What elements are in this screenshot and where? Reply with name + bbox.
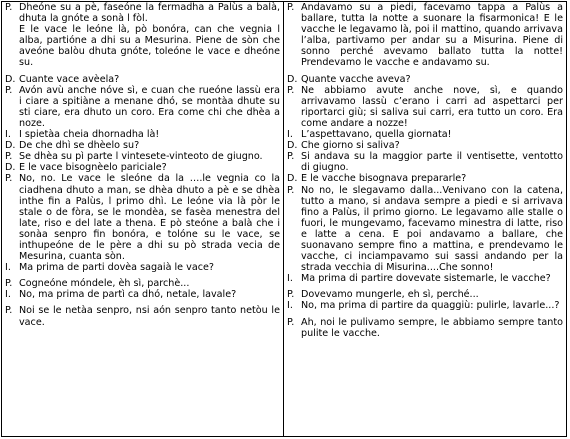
dialogue-text: Noi se le netàa senpro, nsi aón senpro tanto netòu le vace. <box>19 305 280 328</box>
speaker-label: I. <box>5 129 11 141</box>
dialogue-text: Dovevamo mungerle, eh sì, perché... <box>301 289 479 301</box>
speaker-label: P. <box>5 84 13 96</box>
speaker-label: D. <box>287 140 298 152</box>
speaker-label: D. <box>287 73 298 85</box>
dialogue-table <box>1 1 567 437</box>
dialogue-line <box>287 317 563 339</box>
dialogue-text: Se dhèa su pì parte l vintesete-vinteoto de giugno. <box>19 151 263 163</box>
dialogue-line <box>287 173 563 184</box>
dialogue-line <box>5 289 280 300</box>
dialogue-line <box>287 151 563 173</box>
dialogue-text: Ah, noi le pulivamo sempre, le abbiamo sempre tanto pulite le vacche. <box>301 316 563 339</box>
dialogue-text: Ne abbiamo avute anche nove, sì, e quando arrivavamo lassù c’erano i carri ad aspettarci per riportarci giù; si saliva sui carri, era tutto un coro. Era come andare a nozze! <box>301 84 563 129</box>
dialogue-text: No, no. Le vace le sleóne da la ….le vegnia co la ciadhena dhuto a man, se dhèa dhuto a pè e se dhèa inthe fin a Palùs, l primo dhì. Le leóne via là pòr le stale o de fòra, se le mondèa, se fasèa menestra del late, riso e del late a thena. E pò steóne a balà che i sonàa senpro fin bonóra, e tolóne su le vace, se inthupeóne de le père a dhi su pò strada vecia de Mesurina, cuanta sòn. <box>19 173 280 263</box>
italian-column <box>284 2 566 436</box>
dialogue-text: Cogneóne móndele, èh sì, parchè... <box>19 278 190 290</box>
dialogue-line <box>287 74 563 85</box>
speaker-label: I. <box>5 289 11 301</box>
speaker-label: P. <box>287 289 295 301</box>
dialogue-line <box>287 85 563 129</box>
dialogue-text: Che giorno si saliva? <box>301 140 400 152</box>
dialogue-text: Andavamo su a piedi, facevamo tappa a Palùs a ballare, tutta la notte a suonare la fisarmonica! E le vacche le legavamo là, poi il mattino, quando arrivava l’alba, partivamo per andar su a Misurina. Piene di sonno perché avevamo ballato tutta la notte! Prendevamo le vacche e andavamo su. <box>301 2 563 69</box>
dialogue-line <box>5 262 280 273</box>
dialogue-text: Si andava su la maggior parte il ventisette, ventotto di giugno. <box>301 151 563 174</box>
speaker-label: P. <box>5 305 13 317</box>
dialogue-line <box>287 289 563 300</box>
speaker-label: P. <box>5 2 13 13</box>
speaker-label: D. <box>5 162 16 174</box>
dialogue-text: No, ma prima di partire da quaggiù: pulirle, lavarle...? <box>301 300 560 312</box>
speaker-label: I. <box>5 262 11 274</box>
dialogue-text: E le vace bisognèelo pariciale? <box>19 162 167 174</box>
dialogue-line <box>5 2 280 69</box>
speaker-label: P. <box>287 2 295 13</box>
dialogue-text: I spietàa cheia dhornadha là! <box>19 129 160 141</box>
dialogue-line <box>287 273 563 284</box>
speaker-label: I. <box>287 300 293 312</box>
dialogue-line <box>5 151 280 162</box>
speaker-label: P. <box>5 151 13 163</box>
dialogue-line <box>287 2 563 69</box>
speaker-label: P. <box>5 173 13 185</box>
dialogue-line <box>287 185 563 274</box>
dialogue-line <box>287 140 563 151</box>
dialect-column <box>2 2 284 436</box>
dialogue-line <box>287 300 563 311</box>
dialogue-text: Dheóne su a pè, faseóne la fermadha a Palùs a balà, dhuta la gnóte a sonà l fòl. E le vace le leóne là, pò bonóra, can che vegnia l alba, partióne a dhi su a Mesurina. Piene de sòn che aveóne balòu dhuta gnóte, toleóne le vace e dheóne su. <box>19 2 280 69</box>
dialogue-text: De che dhì se dhèelo su? <box>19 140 140 152</box>
speaker-label: P. <box>5 278 13 290</box>
speaker-label: I. <box>287 129 293 141</box>
speaker-label: P. <box>287 316 295 328</box>
dialogue-line <box>5 74 280 85</box>
dialogue-line <box>287 129 563 140</box>
speaker-label: I. <box>287 273 293 285</box>
dialogue-line <box>5 305 280 327</box>
dialogue-line <box>5 129 280 140</box>
dialogue-text: L’aspettavano, quella giornata! <box>301 129 452 141</box>
dialogue-text: E le vacche bisognava prepararle? <box>301 173 467 185</box>
dialogue-text: No, ma prima de partì ca dhó, netale, lavale? <box>19 289 237 301</box>
speaker-label: P. <box>287 184 295 196</box>
speaker-label: P. <box>287 84 295 96</box>
speaker-label: D. <box>287 173 298 185</box>
dialogue-text: Quante vacche aveva? <box>301 73 411 85</box>
dialogue-text: Avón avù anche nóve sì, e cuan che rueóne lassù era i ciare a spitiàne a menane dhó, se montàa dhute su sti ciare, era dhuto un coro. Era come chi che dhèa a noze. <box>19 84 280 129</box>
dialogue-line <box>5 140 280 151</box>
dialogue-text: Ma prima di partire dovevate sistemarle, le vacche? <box>301 273 551 285</box>
dialogue-text: Cuante vace avèela? <box>19 73 120 85</box>
speaker-label: D. <box>5 73 16 85</box>
dialogue-line <box>5 173 280 262</box>
dialogue-text: No no, le slegavamo dalla...Venivano con la catena, tutto a mano, si andava sempre a piedi e si arrivava fino a Palùs, il primo giorno. Le legavamo alle stalle o fuori, le mungevamo, facevamo minestra di latte, riso e latte a cena. E poi andavamo a ballare, che suonavano sempre fino a mattina, e prendevamo le vacche, ci inciampavamo sui sassi andando per la strada vecchia di Misurina....Che sonno! <box>301 184 563 274</box>
dialogue-text: Ma prima de parti dovèa sagaià le vace? <box>19 262 214 274</box>
speaker-label: D. <box>5 140 16 152</box>
dialogue-line <box>5 85 280 129</box>
dialogue-line <box>5 162 280 173</box>
dialogue-line <box>5 278 280 289</box>
speaker-label: P. <box>287 151 295 163</box>
